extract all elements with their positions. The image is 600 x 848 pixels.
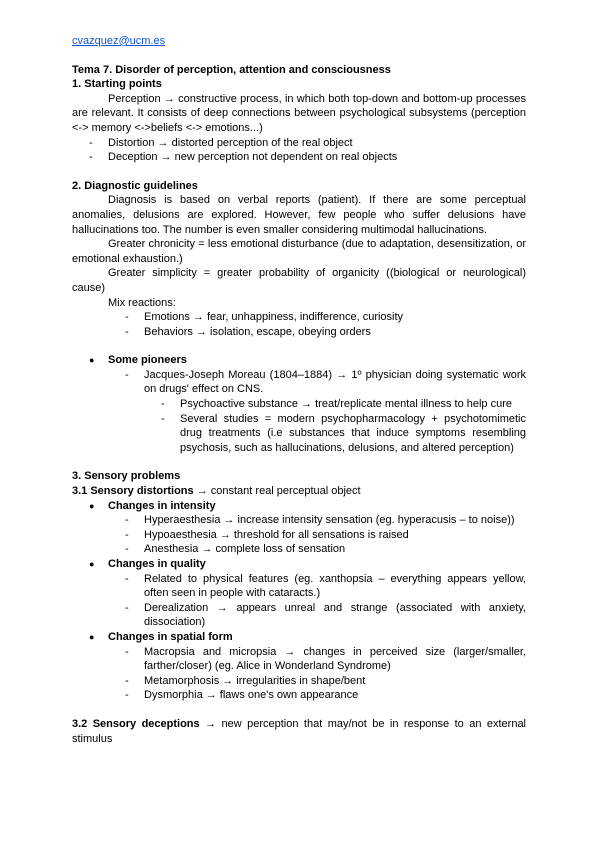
- list-item-text: Emotions → fear, unhappiness, indifference, curiosity: [144, 311, 404, 324]
- list-item-text: Macropsia and micropsia → changes in perceived size (larger/smaller, farther/closer) (eg. Alice in Wonderland Syndrome): [144, 645, 526, 673]
- section-2-paragraph-2: Greater chronicity = less emotional disturbance (due to adaptation, desensitization, or emotional exhaustion.): [72, 238, 526, 265]
- list-item: [72, 542, 526, 557]
- dash-marker: -: [161, 412, 165, 425]
- group-heading-row: [72, 630, 526, 645]
- list-item: [72, 310, 526, 325]
- subsection-3-1-title: 3.1 Sensory distortions: [72, 485, 194, 498]
- section-2-paragraph-1: Diagnosis is based on verbal reports (patient). If there are some perceptual anomalies, delusions are explored. However, few people who suffer delusions have hallucinations too. The number is even smaller considering multimodal hallucinations.: [72, 194, 526, 236]
- list-item-text: Hypoaesthesia → threshold for all sensations is raised: [144, 528, 409, 541]
- group-heading-quality: Changes in quality: [108, 558, 206, 570]
- list-item-text: Psychoactive substance → treat/replicate mental illness to help cure: [180, 398, 512, 411]
- section-1-paragraph: Perception → constructive process, in which both top-down and bottom-up processes are relevant. It consists of deep connections between psychological subsystems (perception <-> memory <->beliefs <-> emotions...): [72, 92, 526, 134]
- subsection-3-2-heading: [72, 717, 526, 746]
- document-title: Tema 7. Disorder of perception, attention and consciousness: [72, 63, 391, 76]
- list-item: [72, 601, 526, 630]
- author-email-link[interactable]: cvazquez@ucm.es: [72, 35, 166, 47]
- group-heading-intensity: Changes in intensity: [108, 499, 216, 512]
- list-item: [72, 150, 526, 165]
- dash-marker: -: [125, 572, 129, 585]
- dash-marker: -: [125, 543, 129, 556]
- subsection-3-2-desc: → new perception that may/not be in response to an external stimulus: [72, 717, 526, 745]
- list-item: [72, 688, 526, 703]
- list-item: [72, 136, 526, 151]
- list-item-text: Several studies = modern psychopharmacology + psychotomimetic drug treatments (i.e substances that induce symptoms resembling psychosis, such as hallucinations, delusions, and altered perception): [180, 412, 526, 454]
- section-2-heading: 2. Diagnostic guidelines: [72, 179, 198, 192]
- list-item: [72, 513, 526, 528]
- pioneers-heading-row: [72, 353, 526, 368]
- group-heading-row: [72, 499, 526, 514]
- dash-marker: -: [161, 398, 165, 411]
- dash-marker: -: [125, 514, 129, 527]
- bullet-marker: ●: [89, 355, 95, 366]
- bullet-marker: ●: [89, 559, 95, 569]
- list-item-text: Distortion → distorted perception of the real object: [108, 136, 353, 149]
- list-item: [72, 674, 526, 689]
- list-item-text: Deception → new perception not dependent on real objects: [108, 151, 398, 164]
- document-page: [72, 34, 526, 746]
- list-item: [72, 645, 526, 674]
- list-item-text: Derealization → appears unreal and strange (associated with anxiety, dissociation): [144, 601, 526, 629]
- list-item: [72, 572, 526, 601]
- dash-marker: -: [89, 136, 93, 149]
- mix-reactions-label: Mix reactions:: [108, 296, 176, 309]
- section-3-heading: 3. Sensory problems: [72, 470, 181, 483]
- pioneers-heading: Some pioneers: [108, 354, 187, 367]
- list-item: [72, 397, 526, 412]
- dash-marker: -: [125, 368, 129, 381]
- list-item: [72, 412, 526, 456]
- list-item-text: Anesthesia → complete loss of sensation: [144, 543, 346, 556]
- list-item: [72, 368, 526, 397]
- section-1-heading: 1. Starting points: [72, 78, 162, 91]
- dash-marker: -: [89, 151, 93, 164]
- list-item: [72, 325, 526, 340]
- group-heading-spatial: Changes in spatial form: [108, 630, 233, 643]
- list-item: [72, 528, 526, 543]
- dash-marker: -: [125, 325, 129, 338]
- dash-marker: -: [125, 528, 129, 541]
- dash-marker: -: [125, 689, 129, 702]
- subsection-3-2-title: 3.2 Sensory deceptions: [72, 717, 200, 730]
- list-item-text: Dysmorphia → flaws one's own appearance: [144, 689, 359, 702]
- subsection-3-1-desc: → constant real perceptual object: [193, 485, 361, 498]
- bullet-marker: ●: [89, 500, 95, 511]
- dash-marker: -: [125, 674, 129, 687]
- subsection-3-1-heading: [72, 484, 526, 499]
- dash-marker: -: [125, 645, 129, 658]
- list-item-text: Behaviors → isolation, escape, obeying orders: [144, 325, 371, 338]
- list-item-text: Hyperaesthesia → increase intensity sensation (eg. hyperacusis – to noise)): [144, 514, 515, 527]
- section-2-paragraph-3: Greater simplicity = greater probability of organicity ((biological or neurological) cause): [72, 267, 526, 294]
- list-item-text: Related to physical features (eg. xanthopsia – everything appears yellow, often seen in people with cataracts.): [144, 572, 526, 600]
- dash-marker: -: [125, 601, 129, 614]
- dash-marker: -: [125, 311, 129, 324]
- bullet-marker: ●: [89, 631, 95, 642]
- list-item-text: Jacques-Joseph Moreau (1804–1884) → 1º physician doing systematic work on drugs' effect on CNS.: [144, 368, 526, 396]
- list-item-text: Metamorphosis → irregularities in shape/bent: [144, 674, 366, 687]
- group-heading-row: [72, 557, 526, 572]
